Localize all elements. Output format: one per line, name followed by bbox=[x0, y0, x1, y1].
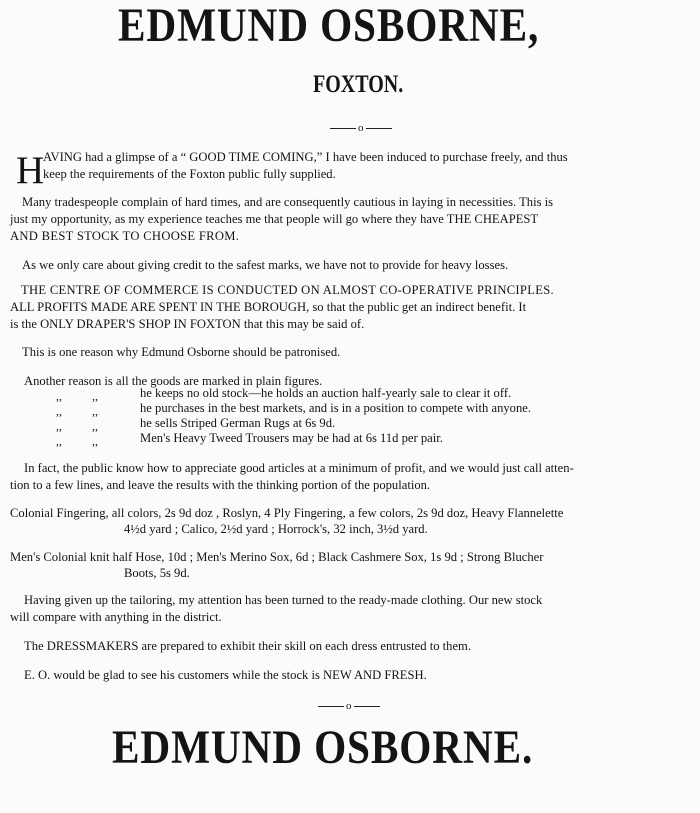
p2-line3: AND BEST STOCK TO CHOOSE FROM. bbox=[10, 229, 240, 243]
ditto-mark: ,, bbox=[92, 404, 98, 418]
ditto-mark: ,, bbox=[56, 434, 62, 448]
p4-line1: THE CENTRE OF COMMERCE IS CONDUCTED ON ALMOST CO-OPERATIVE PRINCIPLES. bbox=[21, 283, 554, 297]
p8-line1: Colonial Fingering, all colors, 2s 9d doz , Roslyn, 4 Ply Fingering, a few colors, 2s 9d doz, Heavy Flannelette bbox=[10, 506, 564, 520]
p9-line2: Boots, 5s 9d. bbox=[124, 566, 190, 580]
p5: This is one reason why Edmund Osborne should be patronised. bbox=[22, 345, 341, 359]
list-item: he purchases in the best markets, and is in a position to compete with anyone. bbox=[140, 401, 532, 415]
p7-line2: tion to a few lines, and leave the results with the thinking portion of the population. bbox=[10, 478, 431, 492]
divider-mark: o bbox=[346, 700, 352, 712]
p2-line2: just my opportunity, as my experience teaches me that people will go where they have THE CHEAPEST bbox=[10, 212, 539, 226]
list-item: Men's Heavy Tweed Trousers may be had at 6s 11d per pair. bbox=[140, 431, 443, 445]
p9-line1: Men's Colonial knit half Hose, 10d ; Men's Merino Sox, 6d ; Black Cashmere Sox, 1s 9d ; Strong Blucher bbox=[10, 550, 544, 564]
p7-line1: In fact, the public know how to appreciate good articles at a minimum of profit, and we would just call atten- bbox=[24, 461, 574, 475]
p1-line1: AVING had a glimpse of a “ GOOD TIME COMING,” I have been induced to purchase freely, and thus bbox=[43, 150, 568, 164]
ditto-mark: ,, bbox=[56, 404, 62, 418]
p3: As we only care about giving credit to the safest marks, we have not to provide for heavy losses. bbox=[22, 258, 509, 272]
p1-line2: keep the requirements of the Foxton public fully supplied. bbox=[43, 167, 336, 181]
p12: E. O. would be glad to see his customers while the stock is NEW AND FRESH. bbox=[24, 668, 427, 682]
ditto-mark: ,, bbox=[92, 389, 98, 403]
p10-line1: Having given up the tailoring, my attention has been turned to the ready-made clothing. Our new stock bbox=[24, 593, 543, 607]
footer-divider bbox=[318, 701, 380, 712]
header-title: EDMUND OSBORNE, bbox=[118, 0, 540, 52]
header-divider bbox=[330, 123, 392, 134]
drop-cap: H bbox=[16, 149, 45, 192]
list-item: he sells Striped German Rugs at 6s 9d. bbox=[140, 416, 336, 430]
divider-mark: o bbox=[358, 122, 364, 134]
footer-title: EDMUND OSBORNE. bbox=[112, 721, 534, 774]
ditto-mark: ,, bbox=[56, 389, 62, 403]
ditto-mark: ,, bbox=[92, 419, 98, 433]
p2-line1: Many tradespeople complain of hard times, and are consequently cautious in laying in necessities. This is bbox=[22, 195, 554, 209]
p4-line3: is the ONLY DRAPER'S SHOP IN FOXTON that this may be said of. bbox=[10, 317, 365, 331]
ditto-mark: ,, bbox=[56, 419, 62, 433]
p10-line2: will compare with anything in the district. bbox=[10, 610, 222, 624]
header-town: FOXTON. bbox=[313, 71, 404, 98]
p8-line2: 4½d yard ; Calico, 2½d yard ; Horrock's, 32 inch, 3½d yard. bbox=[124, 522, 428, 536]
ditto-mark: ,, bbox=[92, 434, 98, 448]
p11: The DRESSMAKERS are prepared to exhibit their skill on each dress entrusted to them. bbox=[24, 639, 471, 653]
list-item: he keeps no old stock—he holds an auction half-yearly sale to clear it off. bbox=[140, 386, 512, 400]
p4-line2: ALL PROFITS MADE ARE SPENT IN THE BOROUGH, so that the public get an indirect benefit. It bbox=[10, 300, 527, 314]
p6-intro: Another reason is all the goods are marked in plain figures. bbox=[24, 374, 323, 388]
